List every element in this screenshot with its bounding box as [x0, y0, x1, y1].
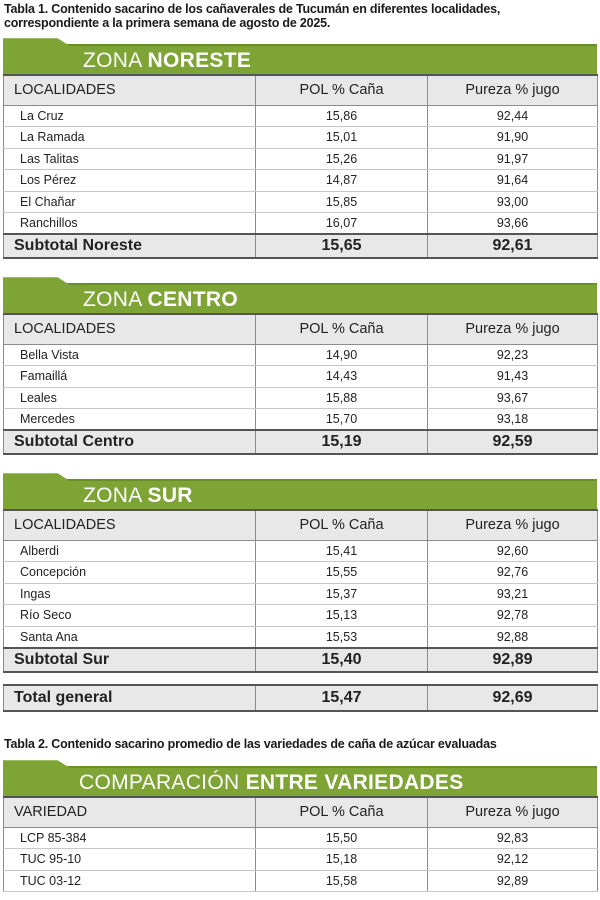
- table-header-row: [4, 314, 598, 344]
- zone-title: [83, 289, 238, 311]
- cell-pureza: 92,76: [428, 562, 598, 584]
- cell-pol: 15,50: [256, 827, 428, 849]
- total-table: [3, 684, 598, 712]
- col-localidades: LOCALIDADES: [4, 314, 256, 344]
- table-row: [4, 562, 598, 584]
- cell-pol: 15,85: [256, 191, 428, 213]
- table-row: [4, 626, 598, 648]
- cell-pol: 15,18: [256, 849, 428, 871]
- table-row: [4, 827, 598, 849]
- col-pol: POL % Caña: [256, 314, 428, 344]
- zone-header: [3, 44, 597, 74]
- cell-pol: 15,58: [256, 870, 428, 892]
- table-row: [4, 105, 598, 127]
- table-row: [4, 191, 598, 213]
- table-row: [4, 605, 598, 627]
- cell-name: Bella Vista: [4, 344, 256, 366]
- cell-pureza: 92,60: [428, 540, 598, 562]
- cell-pureza: 92,12: [428, 849, 598, 871]
- subtotal-row: [4, 648, 598, 672]
- table-row: [4, 366, 598, 388]
- zone-title-name: CENTRO: [147, 288, 238, 311]
- header-notch: [3, 469, 73, 483]
- cell-pureza: 92,23: [428, 344, 598, 366]
- subtotal-pureza: 92,89: [428, 648, 598, 672]
- cell-pol: 15,88: [256, 387, 428, 409]
- table-header-row: [4, 75, 598, 105]
- cell-pureza: 93,18: [428, 409, 598, 431]
- zone-header: [3, 283, 597, 313]
- header-notch: [3, 34, 73, 48]
- col-pureza: Pureza % jugo: [428, 797, 598, 827]
- table-header-row: [4, 797, 598, 827]
- table-row: [4, 148, 598, 170]
- cell-name: Leales: [4, 387, 256, 409]
- table-row: [4, 127, 598, 149]
- zone-title: [79, 772, 464, 794]
- col-variedad: VARIEDAD: [4, 797, 256, 827]
- cell-name: La Cruz: [4, 105, 256, 127]
- zone-title-name: NORESTE: [147, 49, 252, 72]
- table1-caption-line2: correspondiente a la primera semana de agosto de 2025.: [4, 16, 331, 30]
- table-row: [4, 170, 598, 192]
- cell-pol: 15,13: [256, 605, 428, 627]
- cell-name: Famaillá: [4, 366, 256, 388]
- subtotal-pol: 15,40: [256, 648, 428, 672]
- zone-table: [3, 313, 598, 455]
- cell-name: Río Seco: [4, 605, 256, 627]
- col-pol: POL % Caña: [256, 510, 428, 540]
- zone-header: [3, 766, 597, 796]
- table-row: [4, 213, 598, 235]
- table-row: [4, 540, 598, 562]
- table-row: [4, 387, 598, 409]
- cell-pol: 15,01: [256, 127, 428, 149]
- cell-name: El Chañar: [4, 191, 256, 213]
- cell-pol: 15,41: [256, 540, 428, 562]
- cell-pureza: 93,00: [428, 191, 598, 213]
- cell-pol: 15,37: [256, 583, 428, 605]
- zone-table: [3, 509, 598, 673]
- cell-pureza: 93,66: [428, 213, 598, 235]
- cell-name: Los Pérez: [4, 170, 256, 192]
- cell-name: Mercedes: [4, 409, 256, 431]
- zone-title-prefix: ZONA: [83, 484, 142, 507]
- col-pol: POL % Caña: [256, 797, 428, 827]
- subtotal-pureza: 92,59: [428, 430, 598, 454]
- subtotal-row: [4, 234, 598, 258]
- subtotal-row: [4, 430, 598, 454]
- zone-noreste: [3, 44, 597, 259]
- table2-caption: Tabla 2. Contenido sacarino promedio de las variedades de caña de azúcar evaluadas: [4, 737, 497, 751]
- cell-pureza: 93,67: [428, 387, 598, 409]
- cell-pol: 15,55: [256, 562, 428, 584]
- total-row: [4, 685, 598, 711]
- table1-caption-line1: Tabla 1. Contenido sacarino de los cañaverales de Tucumán en diferentes localidades,: [4, 2, 501, 16]
- cell-pol: 15,26: [256, 148, 428, 170]
- cell-name: Las Talitas: [4, 148, 256, 170]
- cell-pureza: 93,21: [428, 583, 598, 605]
- comparison-section: [3, 766, 597, 892]
- cell-pol: 14,90: [256, 344, 428, 366]
- cell-pol: 15,86: [256, 105, 428, 127]
- subtotal-pol: 15,65: [256, 234, 428, 258]
- cell-pureza: 92,44: [428, 105, 598, 127]
- cell-name: Ingas: [4, 583, 256, 605]
- cell-name: Concepción: [4, 562, 256, 584]
- table-header-row: [4, 510, 598, 540]
- cell-pol: 15,53: [256, 626, 428, 648]
- cell-name: LCP 85-384: [4, 827, 256, 849]
- cell-pol: 14,87: [256, 170, 428, 192]
- cell-pureza: 91,43: [428, 366, 598, 388]
- cell-name: Alberdi: [4, 540, 256, 562]
- cell-pureza: 92,78: [428, 605, 598, 627]
- col-pureza: Pureza % jugo: [428, 75, 598, 105]
- col-pureza: Pureza % jugo: [428, 314, 598, 344]
- cell-name: Santa Ana: [4, 626, 256, 648]
- cell-pureza: 92,89: [428, 870, 598, 892]
- zone-title-name: SUR: [147, 484, 193, 507]
- subtotal-label: Subtotal Centro: [4, 430, 256, 454]
- cell-name: La Ramada: [4, 127, 256, 149]
- zone-title: [83, 50, 251, 72]
- header-notch: [3, 273, 73, 287]
- col-pureza: Pureza % jugo: [428, 510, 598, 540]
- cell-pureza: 92,83: [428, 827, 598, 849]
- total-general: [3, 684, 597, 712]
- cell-name: Ranchillos: [4, 213, 256, 235]
- zone-title-prefix: ZONA: [83, 288, 142, 311]
- total-pureza: 92,69: [428, 685, 598, 711]
- total-label: Total general: [4, 685, 256, 711]
- table-row: [4, 409, 598, 431]
- col-localidades: LOCALIDADES: [4, 510, 256, 540]
- table-row: [4, 583, 598, 605]
- subtotal-label: Subtotal Noreste: [4, 234, 256, 258]
- subtotal-label: Subtotal Sur: [4, 648, 256, 672]
- table-row: [4, 344, 598, 366]
- table-row: [4, 849, 598, 871]
- zone-header: [3, 479, 597, 509]
- cell-pol: 15,70: [256, 409, 428, 431]
- subtotal-pol: 15,19: [256, 430, 428, 454]
- subtotal-pureza: 92,61: [428, 234, 598, 258]
- zone-title: [83, 485, 193, 507]
- cell-pol: 14,43: [256, 366, 428, 388]
- zone-title-prefix: ZONA: [83, 49, 142, 72]
- zone-title-name: ENTRE VARIEDADES: [245, 771, 464, 794]
- cell-pureza: 91,90: [428, 127, 598, 149]
- header-notch: [3, 756, 73, 770]
- zone-sur: [3, 479, 597, 673]
- comparison-table: [3, 796, 598, 892]
- col-localidades: LOCALIDADES: [4, 75, 256, 105]
- table-row: [4, 870, 598, 892]
- zone-table: [3, 74, 598, 259]
- zone-centro: [3, 283, 597, 455]
- total-pol: 15,47: [256, 685, 428, 711]
- cell-name: TUC 95-10: [4, 849, 256, 871]
- cell-pol: 16,07: [256, 213, 428, 235]
- table1-caption: [4, 2, 596, 30]
- cell-pureza: 91,97: [428, 148, 598, 170]
- cell-pureza: 92,88: [428, 626, 598, 648]
- cell-name: TUC 03-12: [4, 870, 256, 892]
- col-pol: POL % Caña: [256, 75, 428, 105]
- zone-title-prefix: COMPARACIÓN: [79, 771, 240, 794]
- cell-pureza: 91,64: [428, 170, 598, 192]
